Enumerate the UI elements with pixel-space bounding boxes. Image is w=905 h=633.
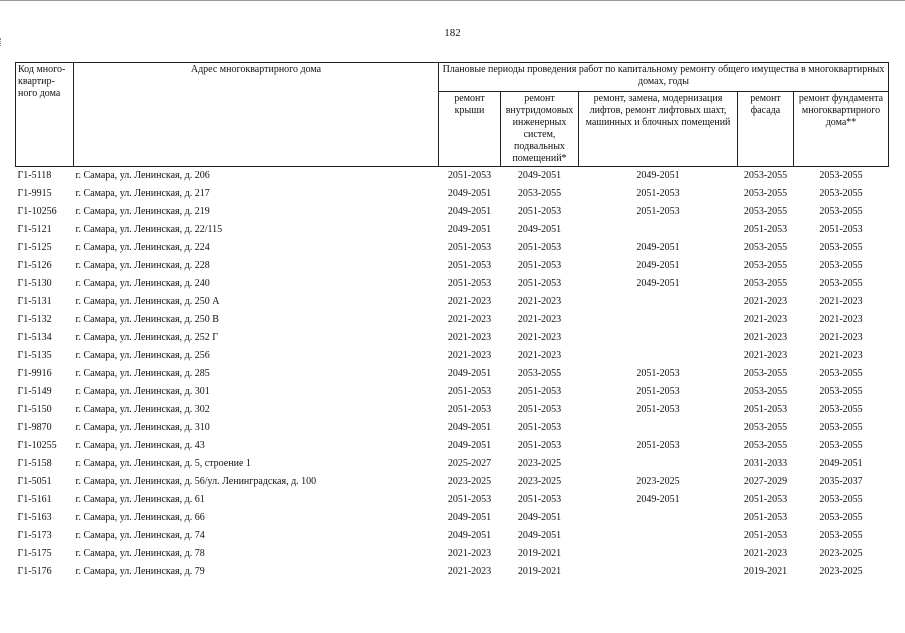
row-roof: 2051-2053 (447, 260, 492, 271)
row-roof: 2049-2051 (447, 188, 492, 199)
header-periods-group: Плановые периоды проведения работ по капитальному ремонту общего имущества в многоквартирных домах, годы (439, 63, 889, 92)
row-roof: 2051-2053 (447, 386, 492, 397)
row-address: г. Самара, ул. Ленинская, д. 66 (75, 512, 205, 523)
row-code: Г1-5158 (17, 458, 52, 469)
row-elevators (579, 419, 738, 437)
table-row (16, 221, 889, 239)
row-elevators: 2049-2051 (636, 242, 680, 253)
row-code: Г1-5132 (17, 314, 52, 325)
row-elevators: 2023-2025 (636, 476, 680, 487)
row-roof: 2021-2023 (447, 548, 492, 559)
row-foundation: 2053-2055 (819, 368, 863, 379)
row-facade: 2051-2053 (743, 404, 788, 415)
row-engineering: 2053-2055 (517, 368, 562, 379)
row-address: г. Самара, ул. Ленинская, д. 228 (75, 260, 210, 271)
table-row (16, 473, 889, 491)
table-row (16, 275, 889, 293)
row-facade: 2019-2021 (743, 566, 788, 577)
row-elevators (579, 293, 738, 311)
row-address: г. Самара, ул. Ленинская, д. 43 (75, 440, 205, 451)
row-elevators: 2049-2051 (636, 260, 680, 271)
table-row (16, 347, 889, 365)
header-row-1 (16, 63, 889, 92)
row-code: Г1-5118 (17, 170, 52, 181)
row-elevators (579, 329, 738, 347)
row-elevators (579, 527, 738, 545)
row-foundation: 2021-2023 (819, 332, 863, 343)
row-address: г. Самара, ул. Ленинская, д. 250 В (75, 314, 219, 325)
row-foundation: 2021-2023 (819, 314, 863, 325)
row-elevators: 2049-2051 (636, 494, 680, 505)
row-roof: 2049-2051 (447, 368, 492, 379)
row-facade: 2051-2053 (743, 512, 788, 523)
row-engineering: 2051-2053 (517, 440, 562, 451)
row-roof: 2049-2051 (447, 440, 492, 451)
row-address: г. Самара, ул. Ленинская, д. 78 (75, 548, 205, 559)
row-foundation: 2021-2023 (819, 296, 863, 307)
row-engineering: 2051-2053 (517, 422, 562, 433)
row-roof: 2049-2051 (447, 530, 492, 541)
row-address: г. Самара, ул. Ленинская, д. 224 (75, 242, 210, 253)
row-roof: 2021-2023 (447, 350, 492, 361)
row-facade: 2051-2053 (743, 494, 788, 505)
row-elevators (579, 563, 738, 581)
table-row (16, 383, 889, 401)
row-code: Г1-5121 (17, 224, 52, 235)
row-engineering: 2053-2055 (517, 188, 562, 199)
header-facade: ремонт фасада (738, 92, 794, 167)
row-elevators (579, 347, 738, 365)
row-engineering: 2051-2053 (517, 260, 562, 271)
row-elevators: 2051-2053 (636, 188, 680, 199)
row-roof: 2049-2051 (447, 512, 492, 523)
row-facade: 2021-2023 (743, 314, 788, 325)
row-foundation: 2053-2055 (819, 494, 863, 505)
table-body (16, 167, 889, 582)
row-address: г. Самара, ул. Ленинская, д. 217 (75, 188, 210, 199)
row-code: Г1-5150 (17, 404, 52, 415)
header-engineering: ремонт внутридомовых инженерных систем, подвальных помещений* (501, 92, 579, 167)
row-engineering: 2051-2053 (517, 206, 562, 217)
row-engineering: 2023-2025 (517, 476, 562, 487)
row-elevators: 2049-2051 (636, 278, 680, 289)
row-code: Г1-5163 (17, 512, 52, 523)
row-foundation: 2023-2025 (819, 548, 863, 559)
row-engineering: 2049-2051 (517, 512, 562, 523)
row-elevators: 2051-2053 (636, 368, 680, 379)
row-elevators: 2051-2053 (636, 206, 680, 217)
row-facade: 2027-2029 (743, 476, 788, 487)
row-elevators (579, 455, 738, 473)
row-code: Г1-9870 (17, 422, 52, 433)
row-foundation: 2021-2023 (819, 350, 863, 361)
row-code: Г1-5126 (17, 260, 52, 271)
row-code: Г1-5175 (17, 548, 52, 559)
row-engineering: 2023-2025 (517, 458, 562, 469)
row-address: г. Самара, ул. Ленинская, д. 302 (75, 404, 210, 415)
row-foundation: 2035-2037 (819, 476, 863, 487)
row-code: Г1-5131 (17, 296, 52, 307)
row-foundation: 2053-2055 (819, 242, 863, 253)
row-foundation: 2053-2055 (819, 386, 863, 397)
row-code: Г1-10256 (17, 206, 57, 217)
row-roof: 2023-2025 (447, 476, 492, 487)
row-facade: 2053-2055 (743, 242, 788, 253)
row-code: Г1-9915 (17, 188, 52, 199)
row-elevators (579, 509, 738, 527)
row-elevators (579, 311, 738, 329)
row-code: Г1-5173 (17, 530, 52, 541)
row-code: Г1-5125 (17, 242, 52, 253)
row-foundation: 2051-2053 (819, 224, 863, 235)
row-address: г. Самара, ул. Ленинская, д. 310 (75, 422, 210, 433)
row-foundation: 2053-2055 (819, 530, 863, 541)
table-row (16, 365, 889, 383)
row-address: г. Самара, ул. Ленинская, д. 252 Г (75, 332, 219, 343)
row-roof: 2025-2027 (447, 458, 492, 469)
row-address: г. Самара, ул. Ленинская, д. 256 (75, 350, 210, 361)
row-foundation: 2053-2055 (819, 260, 863, 271)
table-row (16, 257, 889, 275)
row-address: г. Самара, ул. Ленинская, д. 240 (75, 278, 210, 289)
row-address: г. Самара, ул. Ленинская, д. 301 (75, 386, 210, 397)
row-elevators: 2051-2053 (636, 404, 680, 415)
row-foundation: 2053-2055 (819, 278, 863, 289)
row-engineering: 2049-2051 (517, 170, 562, 181)
row-elevators: 2049-2051 (636, 170, 680, 181)
row-facade: 2031-2033 (743, 458, 788, 469)
row-address: г. Самара, ул. Ленинская, д. 79 (75, 566, 205, 577)
table-row (16, 401, 889, 419)
row-address: г. Самара, ул. Ленинская, д. 250 А (75, 296, 220, 307)
row-foundation: 2023-2025 (819, 566, 863, 577)
row-code: Г1-5135 (17, 350, 52, 361)
row-facade: 2053-2055 (743, 440, 788, 451)
row-facade: 2053-2055 (743, 170, 788, 181)
table-row (16, 311, 889, 329)
row-address: г. Самара, ул. Ленинская, д. 22/115 (75, 224, 223, 235)
row-roof: 2049-2051 (447, 206, 492, 217)
row-facade: 2021-2023 (743, 350, 788, 361)
table-row (16, 185, 889, 203)
row-code: Г1-5149 (17, 386, 52, 397)
row-engineering: 2021-2023 (517, 296, 562, 307)
row-engineering: 2051-2053 (517, 386, 562, 397)
header-elevators: ремонт, замена, модернизация лифтов, ремонт лифтовых шахт, машинных и блочных помещений (579, 92, 738, 167)
row-elevators: 2051-2053 (636, 440, 680, 451)
row-code: Г1-5161 (17, 494, 52, 505)
table-row (16, 437, 889, 455)
row-elevators: 2051-2053 (636, 386, 680, 397)
table-row (16, 167, 889, 186)
header-foundation: ремонт фундамента многоквартирного дома** (794, 92, 889, 167)
row-engineering: 2021-2023 (517, 350, 562, 361)
table-row (16, 509, 889, 527)
table-row (16, 491, 889, 509)
table-row (16, 563, 889, 581)
row-code: Г1-5134 (17, 332, 52, 343)
row-address: г. Самара, ул. Ленинская, д. 56/ул. Ленинградская, д. 100 (75, 476, 317, 487)
row-roof: 2051-2053 (447, 278, 492, 289)
scan-mark (0, 38, 4, 46)
row-facade: 2051-2053 (743, 530, 788, 541)
repair-schedule-table (15, 62, 889, 581)
row-foundation: 2053-2055 (819, 188, 863, 199)
row-engineering: 2049-2051 (517, 530, 562, 541)
row-engineering: 2051-2053 (517, 494, 562, 505)
row-engineering: 2051-2053 (517, 278, 562, 289)
scan-edge (0, 0, 905, 1)
row-foundation: 2053-2055 (819, 404, 863, 415)
header-code: Код много-квартир-ного дома (16, 63, 74, 167)
row-foundation: 2053-2055 (819, 512, 863, 523)
row-facade: 2021-2023 (743, 332, 788, 343)
row-elevators (579, 221, 738, 239)
row-roof: 2021-2023 (447, 314, 492, 325)
row-facade: 2021-2023 (743, 548, 788, 559)
row-facade: 2053-2055 (743, 386, 788, 397)
row-engineering: 2049-2051 (517, 224, 562, 235)
row-engineering: 2021-2023 (517, 314, 562, 325)
row-facade: 2053-2055 (743, 260, 788, 271)
row-code: Г1-9916 (17, 368, 52, 379)
row-engineering: 2051-2053 (517, 242, 562, 253)
row-address: г. Самара, ул. Ленинская, д. 219 (75, 206, 210, 217)
row-roof: 2051-2053 (447, 404, 492, 415)
table-row (16, 545, 889, 563)
row-roof: 2021-2023 (447, 296, 492, 307)
row-address: г. Самара, ул. Ленинская, д. 61 (75, 494, 205, 505)
page-number: 182 (444, 27, 461, 39)
row-foundation: 2049-2051 (819, 458, 863, 469)
row-facade: 2053-2055 (743, 206, 788, 217)
row-elevators (579, 545, 738, 563)
row-roof: 2049-2051 (447, 224, 492, 235)
table-row (16, 293, 889, 311)
row-foundation: 2053-2055 (819, 440, 863, 451)
row-engineering: 2021-2023 (517, 332, 562, 343)
table-row (16, 329, 889, 347)
header-address: Адрес многоквартирного дома (74, 63, 439, 167)
row-engineering: 2019-2021 (517, 566, 562, 577)
row-roof: 2021-2023 (447, 566, 492, 577)
row-foundation: 2053-2055 (819, 170, 863, 181)
row-engineering: 2051-2053 (517, 404, 562, 415)
table-row (16, 203, 889, 221)
row-address: г. Самара, ул. Ленинская, д. 206 (75, 170, 210, 181)
row-roof: 2049-2051 (447, 422, 492, 433)
row-code: Г1-5051 (17, 476, 52, 487)
row-roof: 2051-2053 (447, 170, 492, 181)
row-roof: 2021-2023 (447, 332, 492, 343)
row-roof: 2051-2053 (447, 494, 492, 505)
row-engineering: 2019-2021 (517, 548, 562, 559)
row-code: Г1-5130 (17, 278, 52, 289)
row-roof: 2051-2053 (447, 242, 492, 253)
row-address: г. Самара, ул. Ленинская, д. 5, строение 1 (75, 458, 251, 469)
row-foundation: 2053-2055 (819, 422, 863, 433)
row-address: г. Самара, ул. Ленинская, д. 285 (75, 368, 210, 379)
table-row (16, 239, 889, 257)
row-facade: 2053-2055 (743, 422, 788, 433)
table-row (16, 455, 889, 473)
row-facade: 2051-2053 (743, 224, 788, 235)
row-facade: 2053-2055 (743, 368, 788, 379)
row-code: Г1-5176 (17, 566, 52, 577)
row-facade: 2021-2023 (743, 296, 788, 307)
row-foundation: 2053-2055 (819, 206, 863, 217)
header-roof: ремонт крыши (439, 92, 501, 167)
row-facade: 2053-2055 (743, 188, 788, 199)
table-row (16, 419, 889, 437)
table-row (16, 527, 889, 545)
row-facade: 2053-2055 (743, 278, 788, 289)
row-code: Г1-10255 (17, 440, 57, 451)
row-address: г. Самара, ул. Ленинская, д. 74 (75, 530, 205, 541)
